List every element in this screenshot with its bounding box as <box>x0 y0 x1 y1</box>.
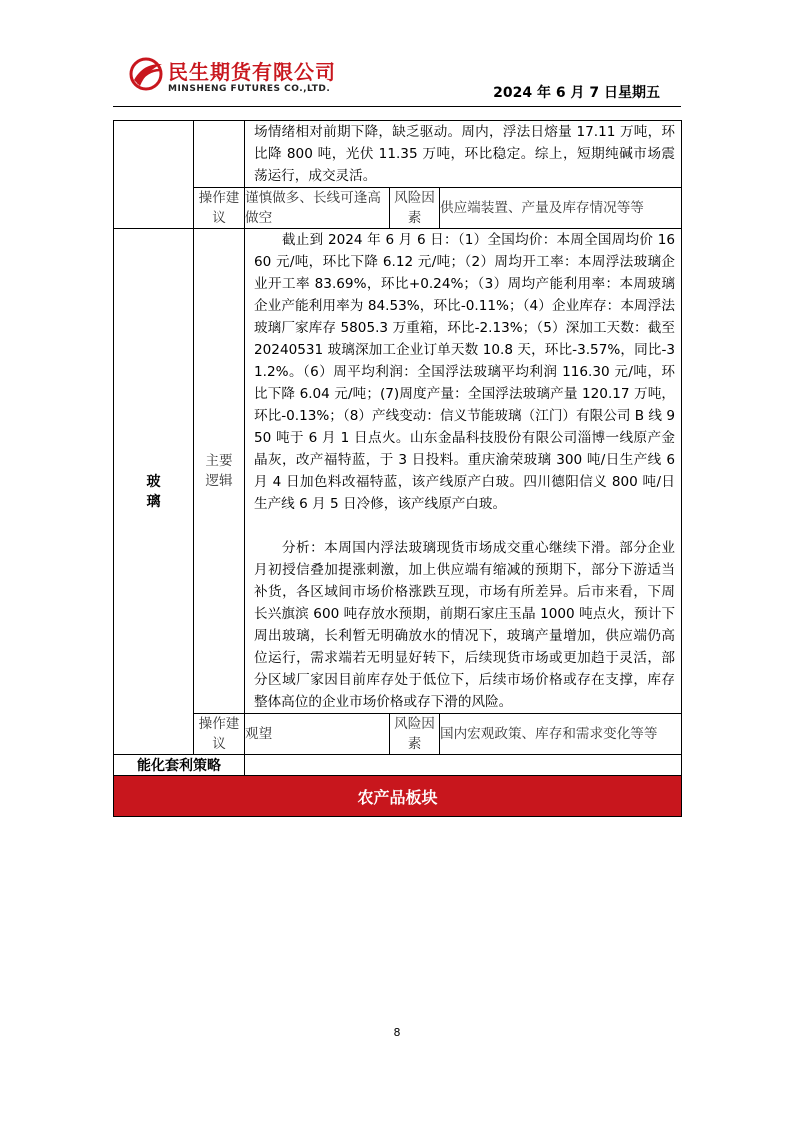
soda-logic-cell <box>245 121 682 188</box>
page-number: 8 <box>393 1026 401 1039</box>
glass-logic-cell <box>245 229 682 714</box>
glass-product-text: 玻璃 <box>146 473 161 510</box>
soda-logic-text: 场情绪相对前期下降，缺乏驱动。周内，浮法日熔量 17.11 万吨，环比降 800 吨，光伏 11.35 万吨，环比稳定。综上，短期纯碱市场震荡运行，成交灵活。 <box>254 124 676 184</box>
glass-op-label: 操作建议 <box>194 714 245 755</box>
glass-logic-paragraph-2: 分析：本周国内浮法玻璃现货市场成交重心继续下滑。部分企业月初授信叠加提涨刺激，加上供应端有缩减的预期下，部分下游适当补货，各区域间市场价格涨跌互现，市场有所差异。后市来看，下周长兴旗滨 600 吨存放水预期，前期石家庄玉晶 1000 吨点火，预计下周出玻璃，长利暂无明确放水的情况下，玻璃产量增加，供应端仍高位运行，需求端若无明显好转下，后续现货市场或更加趋于灵活，部分区域厂家因目前库存处于低位下，后续市场价格或存在支撑，库存整体高位的企业市场价格或存下滑的风险。 <box>254 540 676 710</box>
strategy-label: 能化套利策略 <box>114 755 245 776</box>
glass-risk-label: 风险因素 <box>390 714 440 755</box>
glass-logic-paragraph-1: 截止到 2024 年 6 月 6 日：（1）全国均价：本周全国周均价 1660 元/吨，环比下降 6.12 元/吨；（2）周均开工率：本周浮法玻璃企业开工率 83.69%，环比+0.24%；（3）周均产能利用率：本周玻璃企业产能利用率为 84.53%，环比-0.11%；（4）企业库存：本周浮法玻璃厂家库存 5805.3 万重箱，环比-2.13%；（5）深加工天数：截至 20240531 玻璃深加工企业订单天数 10.8 天，环比-3.57%，同比-31.2%。（6）周平均利润：全国浮法玻璃平均利润 116.30 元/吨，环比下降 6.04 元/吨；(7)周度产量：全国浮法玻璃产量 120.17 万吨，环比-0.13%；（8）产线变动：信义节能玻璃（江门）有限公司 B 线 950 吨于 6 月 1 日点火。山东金晶科技股份有限公司淄博一线原产金晶灰，改产福特蓝，于 3 日投料。重庆渝荣玻璃 300 吨/日生产线 6 月 4 日加色料改福特蓝，该产线原产白玻。四川德阳信义 800 吨/日生产线 6 月 5 日冷修，该产线原产白玻。 <box>254 232 676 512</box>
soda-op-value: 谨慎做多、长线可逢高做空 <box>245 188 390 229</box>
company-name-cn: 民生期货有限公司 <box>168 60 336 84</box>
report-date: 2024 年 6 月 7 日星期五 <box>493 85 660 101</box>
soda-operation-row <box>114 188 682 229</box>
minsheng-logo-icon <box>128 56 164 92</box>
glass-risk-value: 国内宏观政策、库存和需求变化等等 <box>440 714 682 755</box>
strategy-value <box>245 755 682 776</box>
glass-logic-row <box>114 229 682 714</box>
glass-operation-row <box>114 714 682 755</box>
soda-risk-value: 供应端装置、产量及库存情况等等 <box>440 188 682 229</box>
company-name-en: MINSHENG FUTURES CO.,LTD. <box>168 84 331 94</box>
header-divider <box>113 106 681 107</box>
soda-op-label: 操作建议 <box>194 188 245 229</box>
glass-product-label <box>114 229 194 755</box>
soda-logic-row <box>114 121 682 188</box>
section-banner-row <box>114 776 682 817</box>
report-table <box>113 120 682 817</box>
strategy-row <box>114 755 682 776</box>
company-logo <box>128 56 368 100</box>
agri-section-banner: 农产品板块 <box>114 776 682 817</box>
soda-logic-label-cell <box>194 121 245 188</box>
glass-logic-label <box>194 229 245 714</box>
soda-product-cell <box>114 121 194 229</box>
glass-logic-label-text: 主要逻辑 <box>205 453 233 489</box>
glass-op-value: 观望 <box>245 714 390 755</box>
paragraph-spacer <box>245 515 681 537</box>
soda-risk-label: 风险因素 <box>390 188 440 229</box>
